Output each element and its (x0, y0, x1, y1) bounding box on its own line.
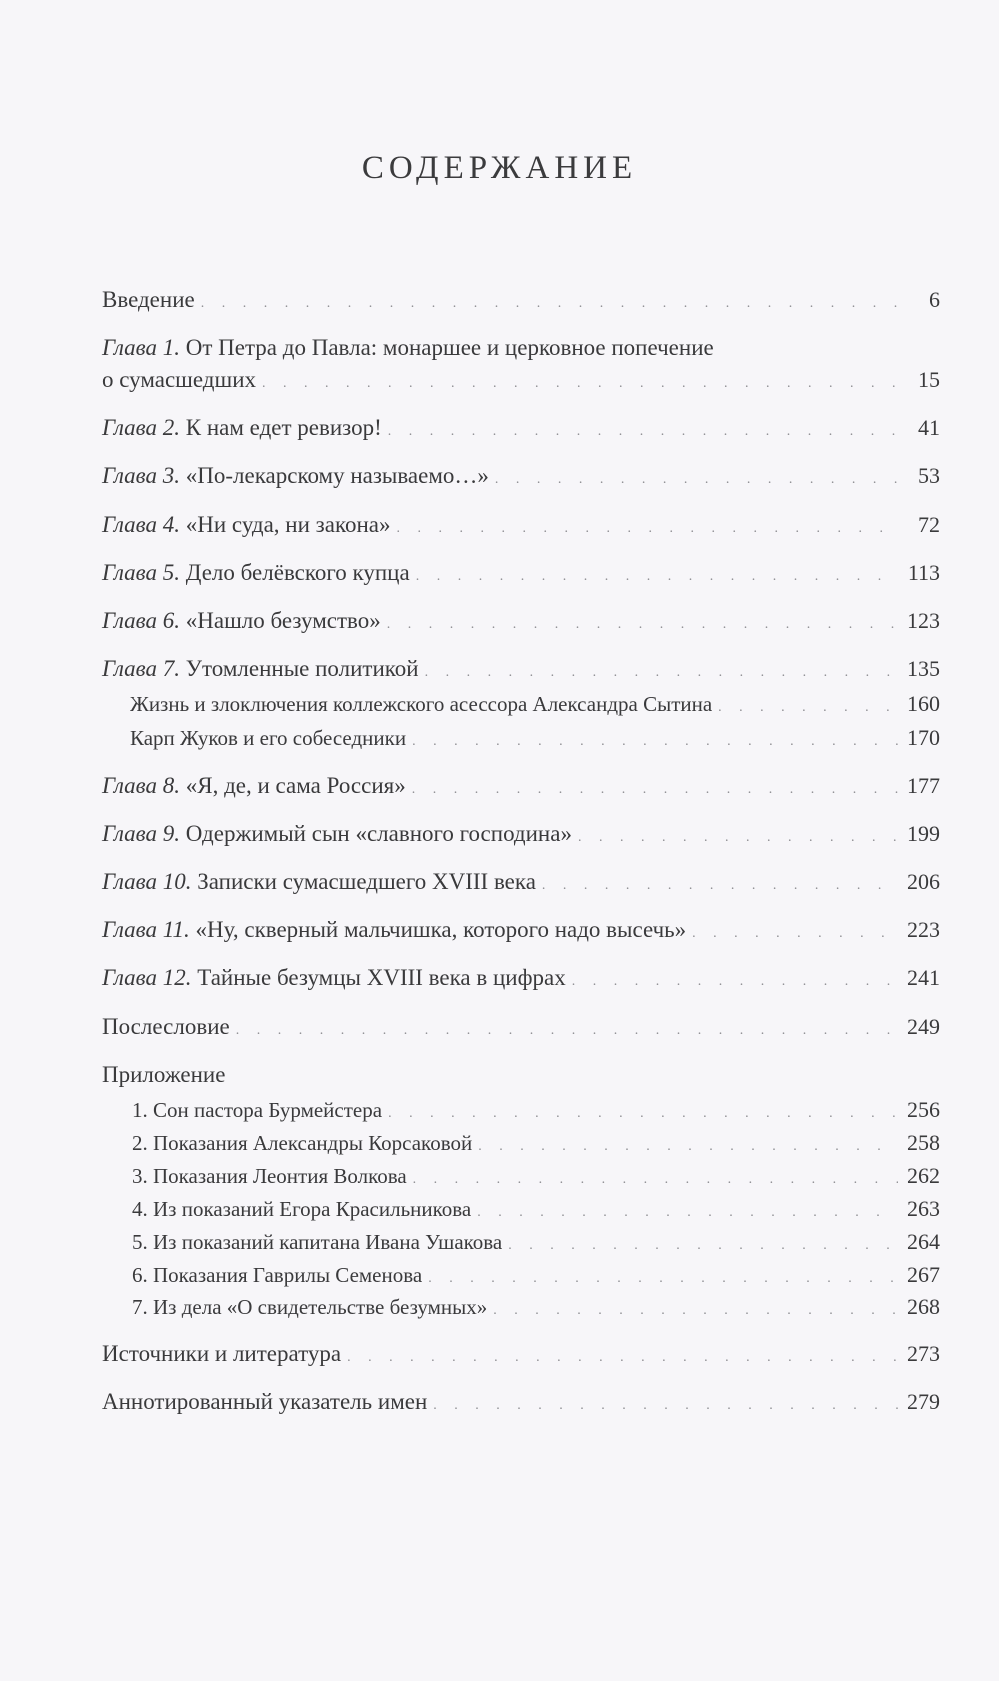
page-number: 268 (907, 1294, 940, 1319)
toc-appendix-4 (132, 1195, 940, 1227)
chapter-label: Глава 5. (102, 560, 180, 585)
page-number: 199 (907, 821, 940, 846)
chapter-label: Глава 3. (102, 463, 180, 488)
page-title: СОДЕРЖАНИЕ (361, 150, 638, 186)
toc-appendix-2 (132, 1129, 940, 1161)
chapter-label: Глава 6. (102, 608, 180, 633)
toc-entry-chapter-12 (102, 964, 940, 996)
entry-title: Карп Жуков и его собеседники (130, 726, 407, 750)
toc-entry-chapter-2 (102, 414, 940, 446)
toc-entry-chapter-10 (102, 868, 940, 900)
page-number: 15 (918, 367, 940, 392)
entry-title: Приложение (102, 1062, 226, 1087)
dot-leader (236, 1017, 898, 1045)
chapter-label: Глава 4. (102, 512, 180, 537)
toc-entry-index (102, 1388, 940, 1420)
chapter-label: Глава 11. (102, 917, 190, 942)
dot-leader (387, 611, 898, 639)
page-number: 135 (907, 656, 940, 681)
toc-entry-afterword (102, 1013, 940, 1045)
page-number: 256 (907, 1097, 940, 1122)
chapter-label: Глава 7. (102, 656, 180, 681)
entry-title: «По-лекарскому называемо…» (185, 463, 489, 488)
dot-leader (542, 872, 898, 900)
entry-title: Жизнь и злоключения коллежского асессора Александра Сытина (130, 692, 713, 716)
page-number: 53 (918, 463, 940, 488)
dot-leader (413, 1166, 898, 1194)
dot-leader (347, 1344, 898, 1372)
page-number: 264 (907, 1229, 940, 1254)
dot-leader (478, 1133, 898, 1161)
dot-leader (412, 776, 898, 804)
toc-appendix-3 (132, 1162, 940, 1194)
entry-title: К нам едет ревизор! (185, 415, 382, 440)
entry-title: «Ни суда, ни закона» (185, 512, 391, 537)
entry-title: Введение (102, 287, 195, 312)
dot-leader (572, 968, 898, 996)
entry-title: «Нашло безумство» (185, 608, 381, 633)
entry-title: «Ну, скверный мальчишка, которого надо высечь» (195, 917, 687, 942)
dot-leader (201, 290, 898, 318)
page-number: 273 (907, 1341, 940, 1366)
toc-appendix-6 (132, 1261, 940, 1293)
entry-title: Дело белёвского купца (185, 560, 410, 585)
page-number: 223 (907, 917, 940, 942)
toc-entry-chapter-9 (102, 820, 940, 852)
dot-leader (428, 1265, 898, 1293)
dot-leader (692, 920, 898, 948)
dot-leader (718, 694, 898, 722)
dot-leader (262, 370, 898, 398)
toc-entry-introduction (102, 286, 940, 318)
dot-leader (508, 1232, 898, 1260)
page-number: 177 (907, 773, 940, 798)
toc-entry-chapter-11 (102, 916, 940, 948)
page-number: 41 (918, 415, 940, 440)
page-number: 263 (907, 1196, 940, 1221)
entry-title: Тайные безумцы XVIII века в цифрах (197, 965, 566, 990)
toc-entry-chapter-3 (102, 462, 940, 494)
entry-title: 1. Сон пастора Бурмейстера (132, 1098, 383, 1122)
chapter-label: Глава 9. (102, 821, 180, 846)
page-number: 241 (907, 965, 940, 990)
page-number: 72 (918, 512, 940, 537)
page-number: 258 (907, 1130, 940, 1155)
dot-leader (396, 515, 898, 543)
toc-entry-appendix (102, 1061, 225, 1089)
entry-title: «Я, де, и сама Россия» (185, 773, 406, 798)
entry-title: Записки сумасшедшего XVIII века (197, 869, 536, 894)
page-number: 123 (907, 608, 940, 633)
dot-leader (416, 563, 898, 591)
entry-title: 6. Показания Гаврилы Семенова (132, 1263, 423, 1287)
toc-appendix-1 (132, 1096, 940, 1128)
entry-title-cont: о сумасшедших (102, 367, 257, 392)
dot-leader (388, 418, 898, 446)
dot-leader (412, 728, 898, 756)
page-number: 160 (907, 691, 940, 716)
chapter-label: Глава 12. (102, 965, 192, 990)
toc-entry-chapter-1 (102, 366, 940, 398)
entry-title: Одержимый сын «славного господина» (185, 821, 572, 846)
dot-leader (388, 1100, 898, 1128)
page-number: 206 (907, 869, 940, 894)
page-number: 6 (929, 287, 940, 312)
entry-title: Утомленные политикой (185, 656, 419, 681)
chapter-label: Глава 10. (102, 869, 192, 894)
dot-leader (578, 824, 898, 852)
chapter-label: Глава 1. (102, 335, 180, 360)
toc-entry-chapter-5 (102, 559, 940, 591)
entry-title: От Петра до Павла: монаршее и церковное попечение (185, 335, 714, 360)
page-number: 262 (907, 1163, 940, 1188)
entry-title: 2. Показания Александры Корсаковой (132, 1131, 473, 1155)
page-number: 170 (907, 725, 940, 750)
toc-subentry-zhukov (130, 724, 940, 756)
page-number: 279 (907, 1389, 940, 1414)
entry-title: Послесловие (102, 1014, 230, 1039)
toc-appendix-5 (132, 1228, 940, 1260)
toc-appendix-7 (132, 1293, 940, 1325)
dot-leader (495, 466, 898, 494)
toc-entry-chapter-6 (102, 607, 940, 639)
entry-title: Источники и литература (102, 1341, 342, 1366)
entry-title: 4. Из показаний Егора Красильникова (132, 1197, 472, 1221)
dot-leader (425, 659, 898, 687)
toc-entry-sources (102, 1340, 940, 1372)
toc-subentry-sytin (130, 690, 940, 722)
entry-title: 5. Из показаний капитана Ивана Ушакова (132, 1230, 503, 1254)
toc-entry-chapter-7 (102, 655, 940, 687)
toc-entry-chapter-4 (102, 511, 940, 543)
chapter-label: Глава 2. (102, 415, 180, 440)
entry-title: 3. Показания Леонтия Волкова (132, 1164, 407, 1188)
page-number: 267 (907, 1262, 940, 1287)
page-number: 113 (907, 560, 940, 585)
entry-title: 7. Из дела «О свидетельстве безумных» (132, 1295, 488, 1319)
toc-entry-chapter-1-line1 (102, 334, 714, 362)
page-number: 249 (907, 1014, 940, 1039)
dot-leader (493, 1297, 898, 1325)
dot-leader (477, 1199, 898, 1227)
chapter-label: Глава 8. (102, 773, 180, 798)
toc-entry-chapter-8 (102, 772, 940, 804)
dot-leader (433, 1392, 898, 1420)
entry-title: Аннотированный указатель имен (102, 1389, 428, 1414)
